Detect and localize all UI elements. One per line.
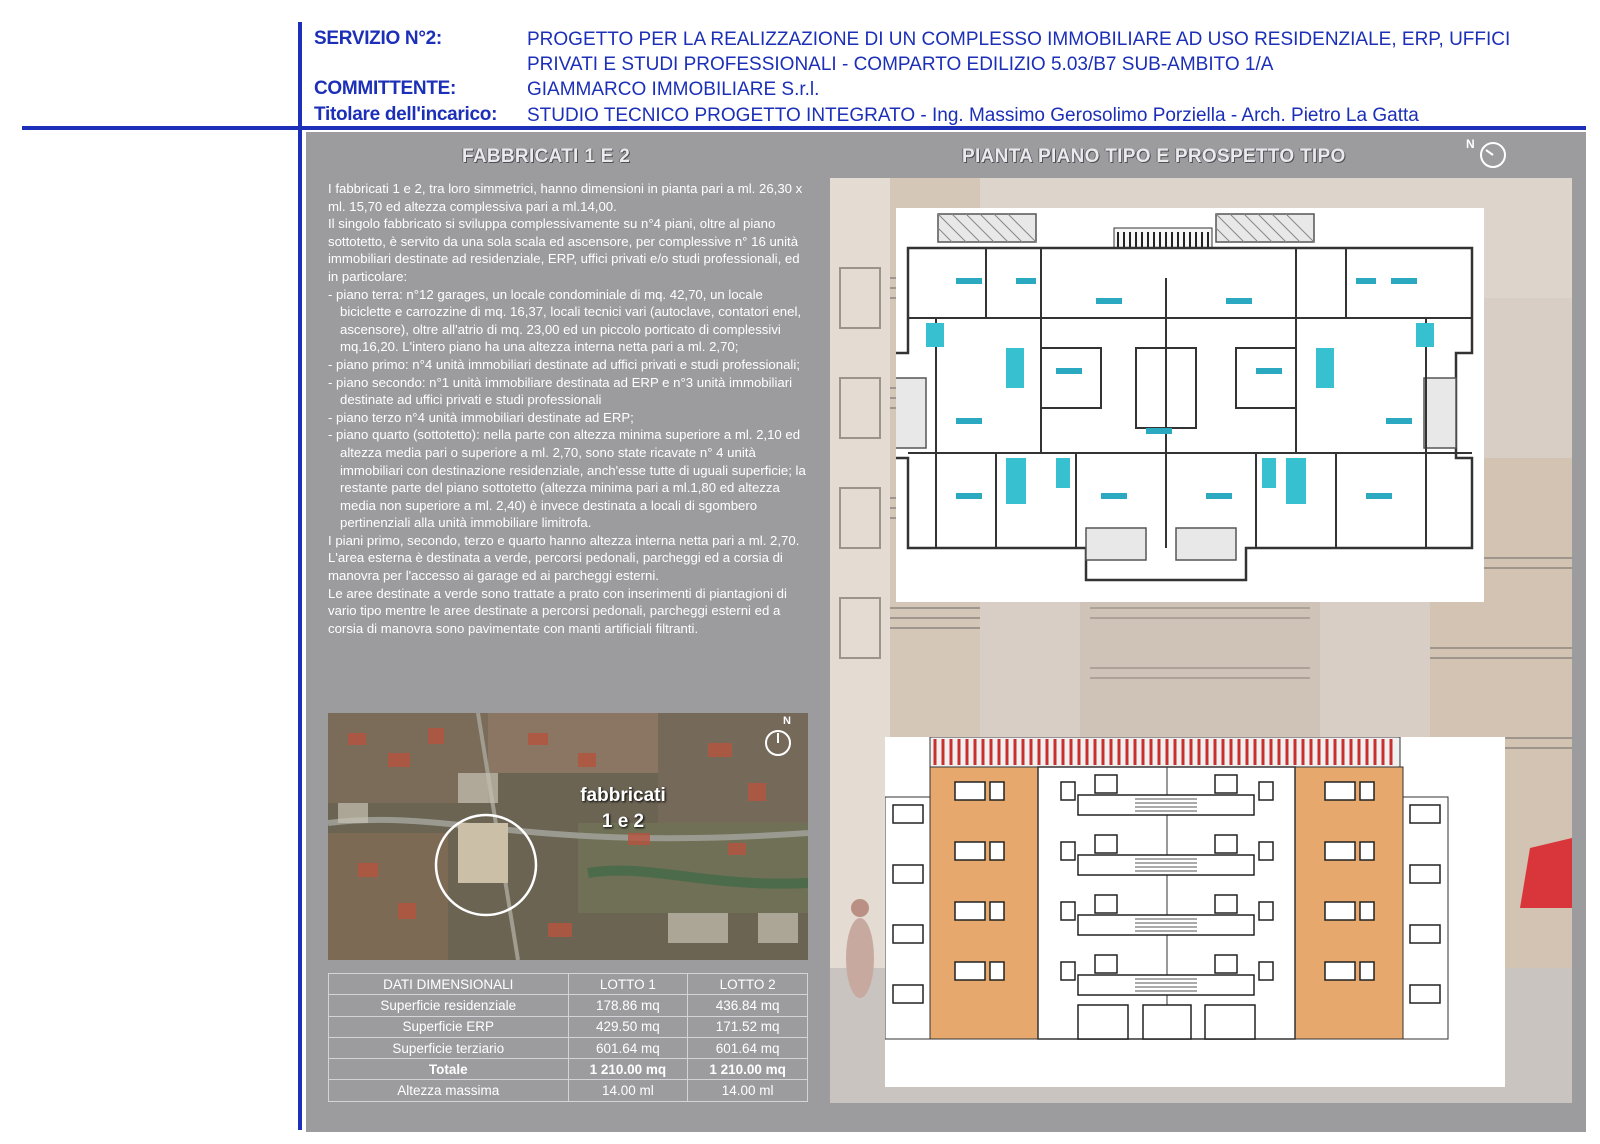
description-list-item: - piano terzo n°4 unità immobiliari destinate ad ERP;: [328, 409, 634, 425]
table-cell: Altezza massima: [329, 1080, 569, 1101]
table-cell: 171.52 mq: [688, 1016, 808, 1037]
facade-elevation: [885, 737, 1505, 1087]
table-row-total: [329, 1059, 808, 1080]
table-row: [329, 1016, 808, 1037]
aerial-photo: [328, 713, 808, 960]
description-paragraph: I piani primo, secondo, terzo e quarto hanno altezza interna netta pari a ml. 2,70.: [328, 532, 800, 548]
table-cell: 178.86 mq: [568, 995, 688, 1016]
description-paragraph: Le aree destinate a verde sono trattate a prato con inserimenti di piantagioni di vario tipo mentre le aree destinate a percorsi pedonali, parcheggi esterni ed a corsia di manovra sono pavimentate con manti artificiali filtranti.: [328, 585, 787, 636]
description-text: [328, 180, 812, 637]
table-cell: 429.50 mq: [568, 1016, 688, 1037]
table-cell: 601.64 mq: [568, 1037, 688, 1058]
table-cell: Superficie ERP: [329, 1016, 569, 1037]
left-section-title: FABBRICATI 1 E 2: [462, 146, 631, 167]
table-header-cell: LOTTO 2: [688, 974, 808, 995]
aerial-north-label: N: [783, 715, 791, 727]
table-cell: 1 210.00 mq: [688, 1059, 808, 1080]
committente-label: COMMITTENTE:: [314, 78, 457, 99]
right-section-title: PIANTA PIANO TIPO E PROSPETTO TIPO: [962, 146, 1346, 167]
table-cell: 14.00 ml: [568, 1080, 688, 1101]
table-cell: Superficie terziario: [329, 1037, 569, 1058]
description-list-item: - piano terra: n°12 garages, un locale condominiale di mq. 42,70, un locale biciclette e carrozzine di mq. 16,37, locali tecnici vari (autoclave, contatori enel, ascensore), oltre all'atrio di mq. 23,00 ed un piccolo porticato di complessivi mq.16,20. L'intero piano ha una altezza interna netta pari a ml. 2,70;: [328, 286, 802, 355]
dimensions-table: [328, 973, 808, 1102]
table-cell: 14.00 ml: [688, 1080, 808, 1101]
header-vertical-rule: [298, 22, 302, 1130]
aerial-label-line-2: 1 e 2: [601, 811, 645, 832]
table-row: [329, 1037, 808, 1058]
table-cell: Totale: [329, 1059, 569, 1080]
table-cell: 1 210.00 mq: [568, 1059, 688, 1080]
table-row: [329, 995, 808, 1016]
description-paragraph: L'area esterna è destinata a verde, percorsi pedonali, parcheggi ed a corsia di manovra per l'accesso ai garage ed ai parcheggi esterni.: [328, 550, 783, 584]
titolare-label: Titolare dell'incarico:: [314, 104, 498, 125]
table-cell: 601.64 mq: [688, 1037, 808, 1058]
aerial-photo-image: [328, 713, 808, 960]
north-label: N: [1466, 137, 1475, 151]
description-list-item: - piano primo: n°4 unità immobiliari destinate ad uffici privati e studi professionali;: [328, 356, 800, 372]
description-list-item: - piano secondo: n°1 unità immobiliare destinata ad ERP e n°3 unità immobiliari destinate ad uffici privati e studi professionali: [328, 374, 793, 408]
servizio-line-1: PROGETTO PER LA REALIZZAZIONE DI UN COMPLESSO IMMOBILIARE AD USO RESIDENZIALE, ERP, UFFICI: [527, 29, 1511, 50]
table-row: [329, 1080, 808, 1101]
description-list-item: - piano quarto (sottotetto): nella parte con altezza minima superiore a ml. 2,10 ed altezza media pari o superiore a ml. 2,70, sono state ricavate n° 4 unità immobiliari con destinazione residenziale, anch'esse tutte di uguali superficie; la restante parte del piano sottotetto (altezza minima pari a ml.1,80 ed altezza media non superiore a ml. 2,40) è invece destinata a locali di sgombero pertinenziali alla unità immobiliare limitrofa.: [328, 427, 806, 531]
description-paragraph: Il singolo fabbricato si sviluppa complessivamente su n°4 piani, oltre al piano sottotetto, è servito da una sola scala ed ascensore, per complessive n° 16 unità immobiliari destinate ad residenziale, ERP, uffici privati e/o studi professionali, ed in particolare:: [328, 216, 800, 284]
table-cell: Superficie residenziale: [329, 995, 569, 1016]
compass-icon: [1480, 142, 1506, 168]
table-cell: 436.84 mq: [688, 995, 808, 1016]
titolare-value: STUDIO TECNICO PROGETTO INTEGRATO - Ing. Massimo Gerosolimo Porziella - Arch. Pietro La Gatta: [527, 105, 1419, 126]
table-header-cell: LOTTO 1: [568, 974, 688, 995]
aerial-label-line-1: fabbricati: [580, 785, 666, 806]
description-paragraph: I fabbricati 1 e 2, tra loro simmetrici, hanno dimensioni in pianta pari a ml. 26,30 x ml. 15,70 ed altezza complessiva pari a ml.14,00.: [328, 181, 803, 214]
committente-value: GIAMMARCO IMMOBILIARE S.r.l.: [527, 79, 820, 100]
table-header-row: [329, 974, 808, 995]
servizio-label: SERVIZIO N°2:: [314, 28, 442, 49]
servizio-line-2: PRIVATI E STUDI PROFESSIONALI - COMPARTO EDILIZIO 5.03/B7 SUB-AMBITO 1/A: [527, 54, 1274, 75]
floor-plan: [896, 208, 1484, 602]
table-header-cell: DATI DIMENSIONALI: [329, 974, 569, 995]
